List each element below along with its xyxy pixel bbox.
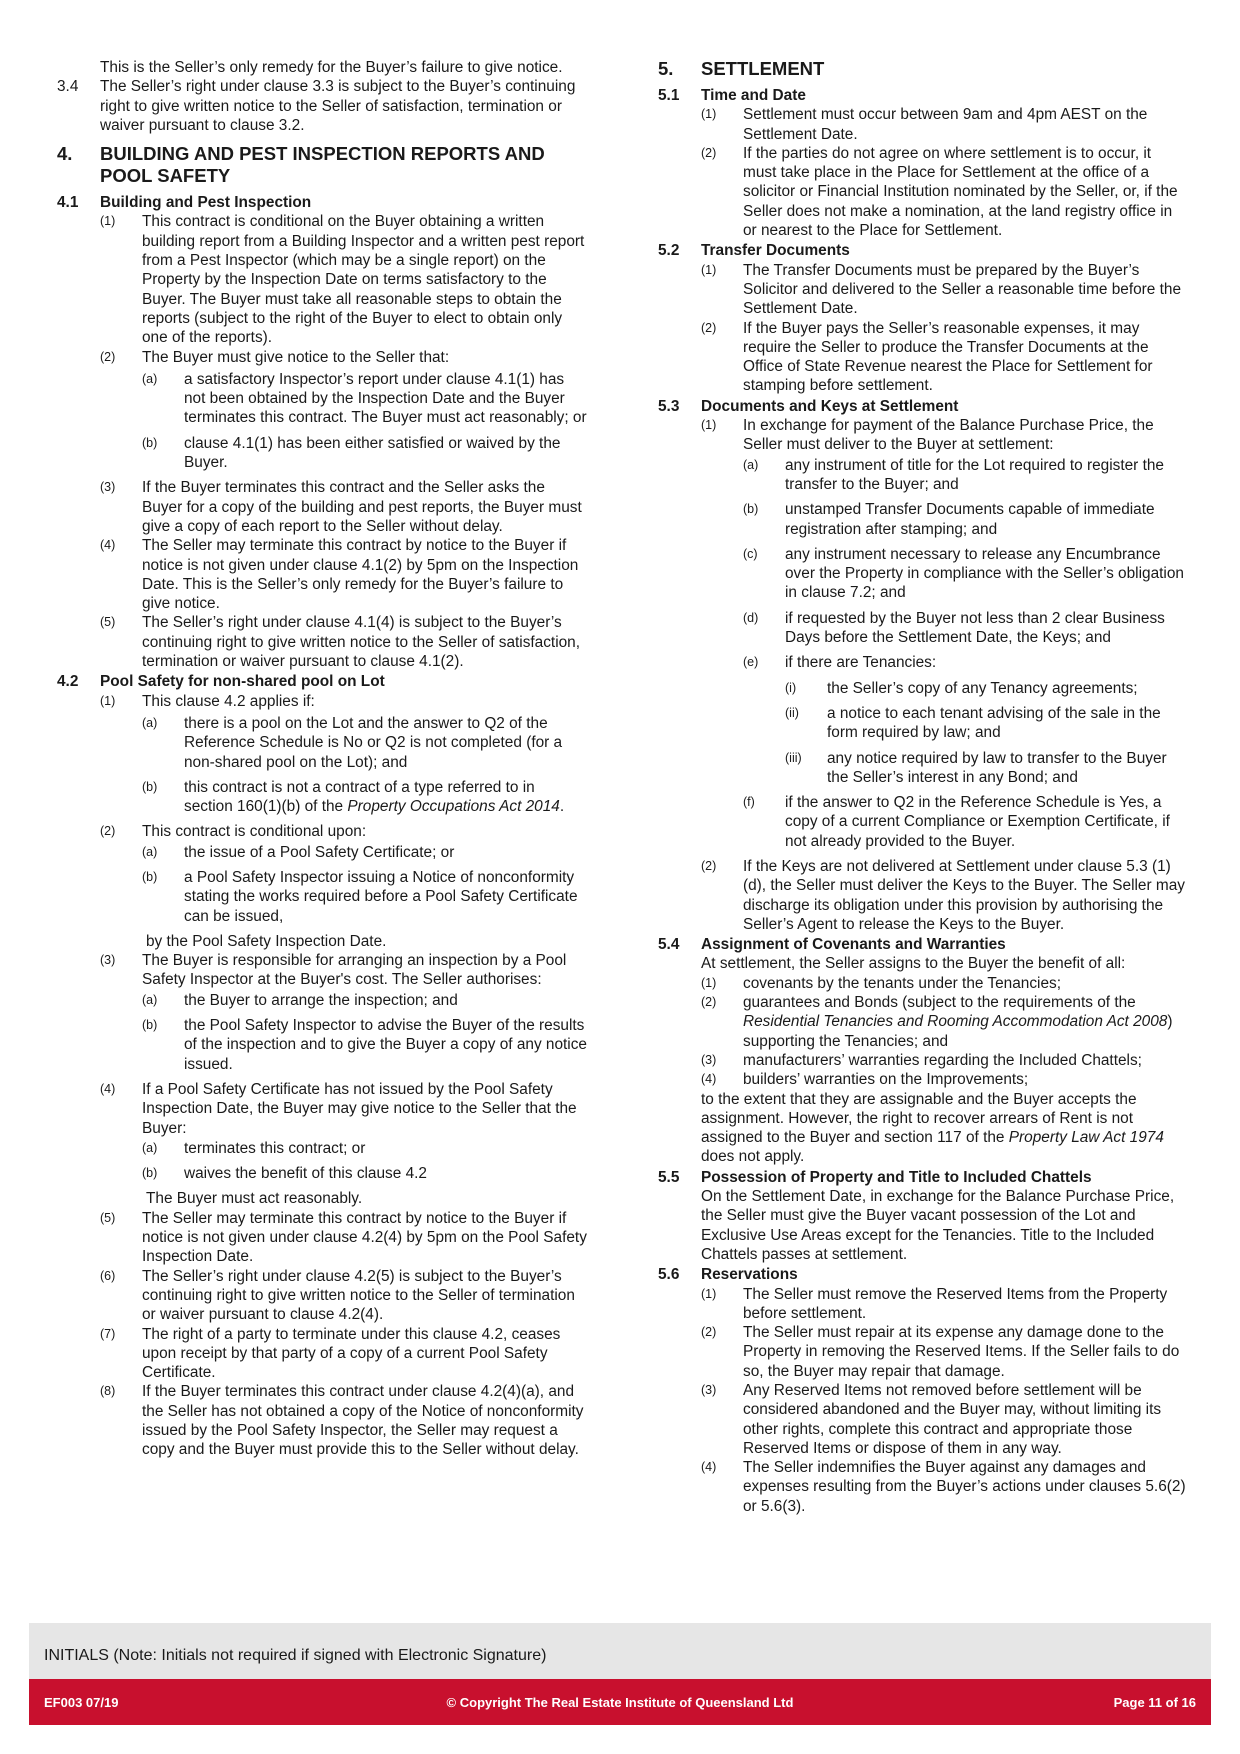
clause-title: Transfer Documents [701, 242, 850, 260]
clause-title: Documents and Keys at Settlement [701, 397, 959, 415]
item-text: The Seller may terminate this contract by notice to the Buyer if notice is not given under clause 4.2(4) by 5pm on the Pool Safety Inspection Date. [142, 1209, 587, 1266]
list-item [57, 613, 587, 671]
item-text: The Buyer must give notice to the Seller that: [142, 348, 450, 366]
section-5-heading [658, 58, 1188, 80]
clause-3-3-continuation: This is the Seller’s only remedy for the Buyer’s failure to give notice. [100, 59, 563, 76]
section-title: BUILDING AND PEST INSPECTION REPORTS AND POOL SAFETY [100, 143, 545, 187]
clause-5-1-heading [658, 86, 1188, 105]
clause-text: On the Settlement Date, in exchange for the Balance Purchase Price, the Seller must give the Buyer vacant possession of the Lot and Exclusive Use Areas except for the Tenancies. Title to the Included Chattels passes at settlement. [701, 1188, 1175, 1263]
clause-5-6-heading [658, 1265, 1188, 1284]
item-text: a notice to each tenant advising of the sale in the form required by law; and [827, 704, 1161, 742]
left-column [57, 58, 587, 1460]
section-number: 4. [57, 143, 73, 165]
list-item [658, 1323, 1188, 1381]
clause-5-3-heading [658, 397, 1188, 416]
item-text: if the answer to Q2 in the Reference Schedule is Yes, a copy of a current Compliance or Exemption Certificate, if not already provided to the Buyer. [785, 794, 1170, 850]
item-text: any notice required by law to transfer to the Buyer the Seller’s interest in any Bond; and [827, 749, 1167, 786]
item-number: (4) [701, 1072, 717, 1087]
list-item [658, 609, 1188, 648]
item-number: (5) [100, 615, 116, 630]
list-item [658, 416, 1188, 455]
item-number: (b) [142, 435, 158, 450]
item-number: (3) [701, 1052, 717, 1067]
page-number: Page 11 of 16 [1113, 1695, 1196, 1710]
clause-title: Reservations [701, 1266, 798, 1284]
item-number: (b) [142, 869, 158, 884]
clause-number: 5.1 [658, 87, 680, 104]
list-item [658, 679, 1188, 698]
item-number: (1) [100, 693, 116, 708]
item-text: manufacturers’ warranties regarding the Included Chattels; [743, 1051, 1142, 1069]
list-item [658, 993, 1188, 1051]
list-item [658, 1051, 1188, 1070]
list-item [658, 974, 1188, 993]
list-item [658, 793, 1188, 851]
list-item [57, 1139, 587, 1158]
item-text: a satisfactory Inspector’s report under clause 4.1(1) has not been obtained by the Inspection Date and the Buyer terminates this contract. The Buyer must act reasonably; or [184, 370, 587, 427]
item-number: (3) [701, 1383, 717, 1397]
item-text: a Pool Safety Inspector issuing a Notice of nonconformity stating the works required before a Pool Safety Certificate can be issued, [184, 868, 578, 925]
item-text: The Seller’s right under clause 4.2(5) is subject to the Buyer’s continuing right to give written notice to the Seller of termination or waiver pursuant to clause 4.2(4). [142, 1267, 575, 1324]
list-item [57, 1267, 587, 1325]
list-item [57, 778, 587, 817]
item-number: (e) [743, 655, 759, 670]
item-text: Settlement must occur between 9am and 4pm AEST on the Settlement Date. [743, 106, 1148, 143]
clause-text-start: to the extent that they are assignable and the Buyer accepts the assignment. However, the right to recover arrears of Rent is not assigned to the Buyer and section 117 of the [701, 1090, 1137, 1147]
item-text: unstamped Transfer Documents capable of immediate registration after stamping; and [785, 501, 1155, 538]
item-text: Any Reserved Items not removed before settlement will be considered abandoned and the Buyer may, without limiting its other rights, complete this contract and appropriate those Reserved Items or dispose of them in any way. [743, 1382, 1162, 1457]
list-item [658, 319, 1188, 396]
clause-text-end: does not apply. [701, 1148, 805, 1166]
item-number: (2) [701, 1325, 717, 1340]
item-text: This clause 4.2 applies if: [142, 692, 315, 710]
item-text: terminates this contract; or [184, 1139, 366, 1157]
item-text: If the Buyer pays the Seller’s reasonable expenses, it may require the Seller to produce the Transfer Documents at the Office of State Revenue nearest the Place for Settlement for stamping before settlement. [743, 319, 1153, 395]
list-item [658, 500, 1188, 539]
item-text: if requested by the Buyer not less than 2 clear Business Days before the Settlement Date, the Keys; and [785, 609, 1165, 647]
copyright-text: © Copyright The Real Estate Institute of Queensland Ltd [446, 1695, 794, 1710]
clause-number: 5.5 [658, 1168, 680, 1186]
list-item [57, 843, 587, 862]
item-text: If the parties do not agree on where settlement is to occur, it must take place in the Place for Settlement at the office of a solicitor or Financial Institution nominated by the Seller, or, if the Seller does not make a nomination, at the land registry office in or nearest to the Place for Settlement. [743, 144, 1178, 240]
item-number: (4) [701, 1460, 717, 1475]
item-text: there is a pool on the Lot and the answer to Q2 of the Reference Schedule is No or Q2 is not completed (for a non-shared pool on the Lot); and [184, 714, 563, 771]
item-text: If a Pool Safety Certificate has not issued by the Pool Safety Inspection Date, the Buyer may give notice to the Seller that the Buyer: [142, 1080, 577, 1137]
item-number: (a) [743, 457, 759, 472]
item-text: clause 4.1(1) has been either satisfied or waived by the Buyer. [184, 434, 561, 472]
item-text: The Transfer Documents must be prepared by the Buyer’s Solicitor and delivered to the Seller a reasonable time before the Settlement Date. [743, 261, 1182, 318]
clause-title: Pool Safety for non-shared pool on Lot [100, 673, 385, 691]
list-item [57, 1209, 587, 1267]
clause-5-4-heading [658, 935, 1188, 954]
item-text: In exchange for payment of the Balance Purchase Price, the Seller must deliver to the Buyer at settlement: [743, 417, 1154, 454]
clause-number: 5.3 [658, 397, 680, 415]
act-title: Property Occupations Act 2014 [347, 798, 560, 816]
item-number: (2) [701, 320, 717, 335]
list-item [57, 536, 587, 613]
list-item [658, 545, 1188, 603]
item-number: (4) [100, 538, 116, 553]
item-text: the Buyer to arrange the inspection; and [184, 991, 458, 1009]
list-item [658, 653, 1188, 672]
item-number: (a) [142, 1140, 158, 1155]
item-text: The Seller indemnifies the Buyer against any damages and expenses resulting from the Buyer’s actions under clauses 5.6(2) or 5.6(3). [743, 1459, 1186, 1515]
clause-4-2-heading [57, 672, 587, 691]
item-number: (a) [142, 844, 158, 859]
item-number: (i) [785, 680, 797, 695]
item-number: (f) [743, 795, 755, 810]
item-number: (a) [142, 715, 158, 730]
item-number: (2) [701, 995, 717, 1010]
item-number: (iii) [785, 750, 802, 765]
list-item [57, 478, 587, 536]
form-code: EF003 07/19 [44, 1695, 119, 1710]
item-number: (2) [100, 824, 116, 839]
item-text: guarantees and Bonds (subject to the requirements of the [743, 994, 1136, 1012]
footer-bar [29, 1679, 1211, 1725]
list-item [658, 1070, 1188, 1089]
item-text: The Buyer is responsible for arranging an inspection by a Pool Safety Inspector at the Buyer's cost. The Seller authorises: [142, 952, 567, 989]
section-title: SETTLEMENT [701, 58, 825, 79]
list-item [658, 749, 1188, 788]
item-number: (4) [100, 1081, 116, 1096]
item-text: covenants by the tenants under the Tenancies; [743, 974, 1062, 992]
item-number: (1) [100, 214, 116, 229]
item-text: this contract is not a contract of a type referred to in section 160(1)(b) of the [184, 778, 535, 816]
list-item [57, 370, 587, 428]
item-number: (1) [701, 418, 717, 433]
clause-number: 3.4 [57, 78, 79, 96]
item-number: (2) [701, 145, 717, 160]
list-item [57, 1382, 587, 1459]
clause-text [658, 1090, 1188, 1167]
list-item [57, 1325, 587, 1383]
list-item [57, 951, 587, 990]
item-number: (c) [743, 546, 758, 561]
item-number: (8) [100, 1384, 116, 1399]
clause-title: Possession of Property and Title to Included Chattels [701, 1168, 1092, 1186]
list-item [57, 434, 587, 473]
item-number: (2) [701, 858, 717, 873]
item-number: (1) [701, 262, 717, 277]
list-item [658, 1285, 1188, 1324]
item-text: waives the benefit of this clause 4.2 [184, 1165, 427, 1183]
clause-5-2-heading [658, 241, 1188, 260]
item-text: The Seller’s right under clause 4.1(4) is subject to the Buyer’s continuing right to give written notice to the Seller of satisfaction, termination or waiver pursuant to clause 4.1(2). [142, 614, 581, 671]
item-number: (b) [743, 502, 759, 517]
item-number: (1) [701, 107, 717, 122]
item-number: (1) [701, 1286, 717, 1301]
item-number: (2) [100, 349, 116, 364]
item-text: If the Buyer terminates this contract under clause 4.2(4)(a), and the Seller has not obtained a copy of the Notice of nonconformity issued by the Pool Safety Inspector, the Seller may request a copy and the Buyer must provide this to the Seller without delay. [142, 1383, 584, 1459]
item-number: (ii) [785, 705, 799, 720]
clause-text: At settlement, the Seller assigns to the Buyer the benefit of all: [701, 955, 1126, 973]
item-text-end: . [559, 798, 565, 816]
item-text: The Seller may terminate this contract by notice to the Buyer if notice is not given under clause 4.1(2) by 5pm on the Inspection Date. This is the Seller’s only remedy for the Buyer’s failure to give notice. [142, 537, 579, 613]
item-number: (b) [142, 1166, 158, 1181]
clause-number: 5.2 [658, 242, 680, 260]
item-number: (6) [100, 1268, 116, 1283]
list-item [658, 105, 1188, 144]
item-number: (a) [142, 371, 158, 386]
clause-5-5-heading [658, 1168, 1188, 1187]
item-number: (b) [142, 779, 158, 794]
item-text: The Seller must remove the Reserved Items from the Property before settlement. [743, 1285, 1168, 1322]
item-text: the Seller’s copy of any Tenancy agreements; [827, 679, 1138, 697]
clause-continuation: The Buyer must act reasonably. [146, 1190, 363, 1208]
item-text: This contract is conditional upon: [142, 823, 367, 841]
initials-label: INITIALS (Note: Initials not required if signed with Electronic Signature) [44, 1647, 547, 1664]
act-title: Residential Tenancies and Rooming Accommodation Act 2008 [743, 1013, 1168, 1031]
clause-number: 4.1 [57, 194, 79, 212]
list-item [658, 144, 1188, 240]
list-item [57, 991, 587, 1010]
right-column [658, 58, 1188, 1516]
clause-3-4 [57, 77, 587, 135]
list-item [57, 714, 587, 772]
clause-number: 5.6 [658, 1266, 680, 1284]
item-text: If the Buyer terminates this contract and the Seller asks the Buyer for a copy of the building and pest reports, the Buyer must give a copy of each report to the Seller without delay. [142, 479, 582, 535]
item-text: The Seller must repair at its expense any damage done to the Property in removing the Reserved Items. If the Seller fails to do so, the Buyer may repair that damage. [743, 1324, 1180, 1380]
item-number: (a) [142, 992, 158, 1007]
item-text: This contract is conditional on the Buyer obtaining a written building report from a Building Inspector and a written pest report from a Pest Inspector (which may be a single report) on the Property by the Inspection Date on terms satisfactory to the Buyer. The Buyer must take all reasonable steps to obtain the reports (subject to the right of the Buyer to elect to obtain only one of the reports). [142, 213, 585, 347]
item-text: the Pool Safety Inspector to advise the Buyer of the results of the inspection and to give the Buyer a copy of any notice issued. [184, 1017, 587, 1073]
clause-number: 5.4 [658, 936, 680, 954]
item-number: (5) [100, 1210, 116, 1225]
list-item [658, 857, 1188, 934]
item-text: If the Keys are not delivered at Settlement under clause 5.3 (1)(d), the Seller must deliver the Keys to the Buyer. The Seller may discharge its obligation under this provision by authorising the Seller’s Agent to release the Keys to the Buyer. [743, 857, 1185, 933]
clause-title: Assignment of Covenants and Warranties [701, 936, 1006, 954]
item-number: (b) [142, 1018, 158, 1033]
list-item [57, 692, 587, 711]
item-text-end: ) supporting the Tenancies; and [743, 1013, 1173, 1050]
list-item [57, 1164, 587, 1183]
section-4-heading [57, 143, 587, 187]
list-item [57, 212, 587, 347]
list-item [658, 261, 1188, 319]
item-number: (3) [100, 480, 116, 495]
item-number: (1) [701, 975, 717, 990]
clause-4-1-heading [57, 193, 587, 212]
list-item [57, 868, 587, 926]
list-item [658, 456, 1188, 495]
list-item [57, 348, 587, 367]
list-item [57, 1016, 587, 1074]
item-text: any instrument of title for the Lot required to register the transfer to the Buyer; and [785, 456, 1164, 493]
list-item [658, 1381, 1188, 1458]
item-text: if there are Tenancies: [785, 654, 937, 672]
list-item [658, 704, 1188, 743]
item-number: (7) [100, 1326, 116, 1341]
clause-title: Building and Pest Inspection [100, 194, 312, 212]
list-item [57, 1080, 587, 1138]
item-text: The right of a party to terminate under this clause 4.2, ceases upon receipt by that party of a copy of a current Pool Safety Certificate. [142, 1325, 561, 1382]
item-text: builders’ warranties on the Improvements; [743, 1071, 1029, 1089]
act-title: Property Law Act 1974 [1008, 1129, 1164, 1147]
item-text: any instrument necessary to release any Encumbrance over the Property in compliance with the Seller’s obligation in clause 7.2; and [785, 545, 1184, 602]
list-item [57, 822, 587, 841]
clause-continuation: by the Pool Safety Inspection Date. [146, 932, 387, 950]
section-number: 5. [658, 58, 674, 79]
item-number: (d) [743, 610, 759, 625]
clause-text: The Seller’s right under clause 3.3 is subject to the Buyer’s continuing right to give written notice to the Seller of satisfaction, termination or waiver pursuant to clause 3.2. [100, 78, 576, 134]
clause-title: Time and Date [701, 87, 806, 104]
item-text: the issue of a Pool Safety Certificate; or [184, 843, 455, 861]
list-item [658, 1458, 1188, 1516]
clause-number: 4.2 [57, 673, 79, 691]
item-number: (3) [100, 953, 116, 968]
